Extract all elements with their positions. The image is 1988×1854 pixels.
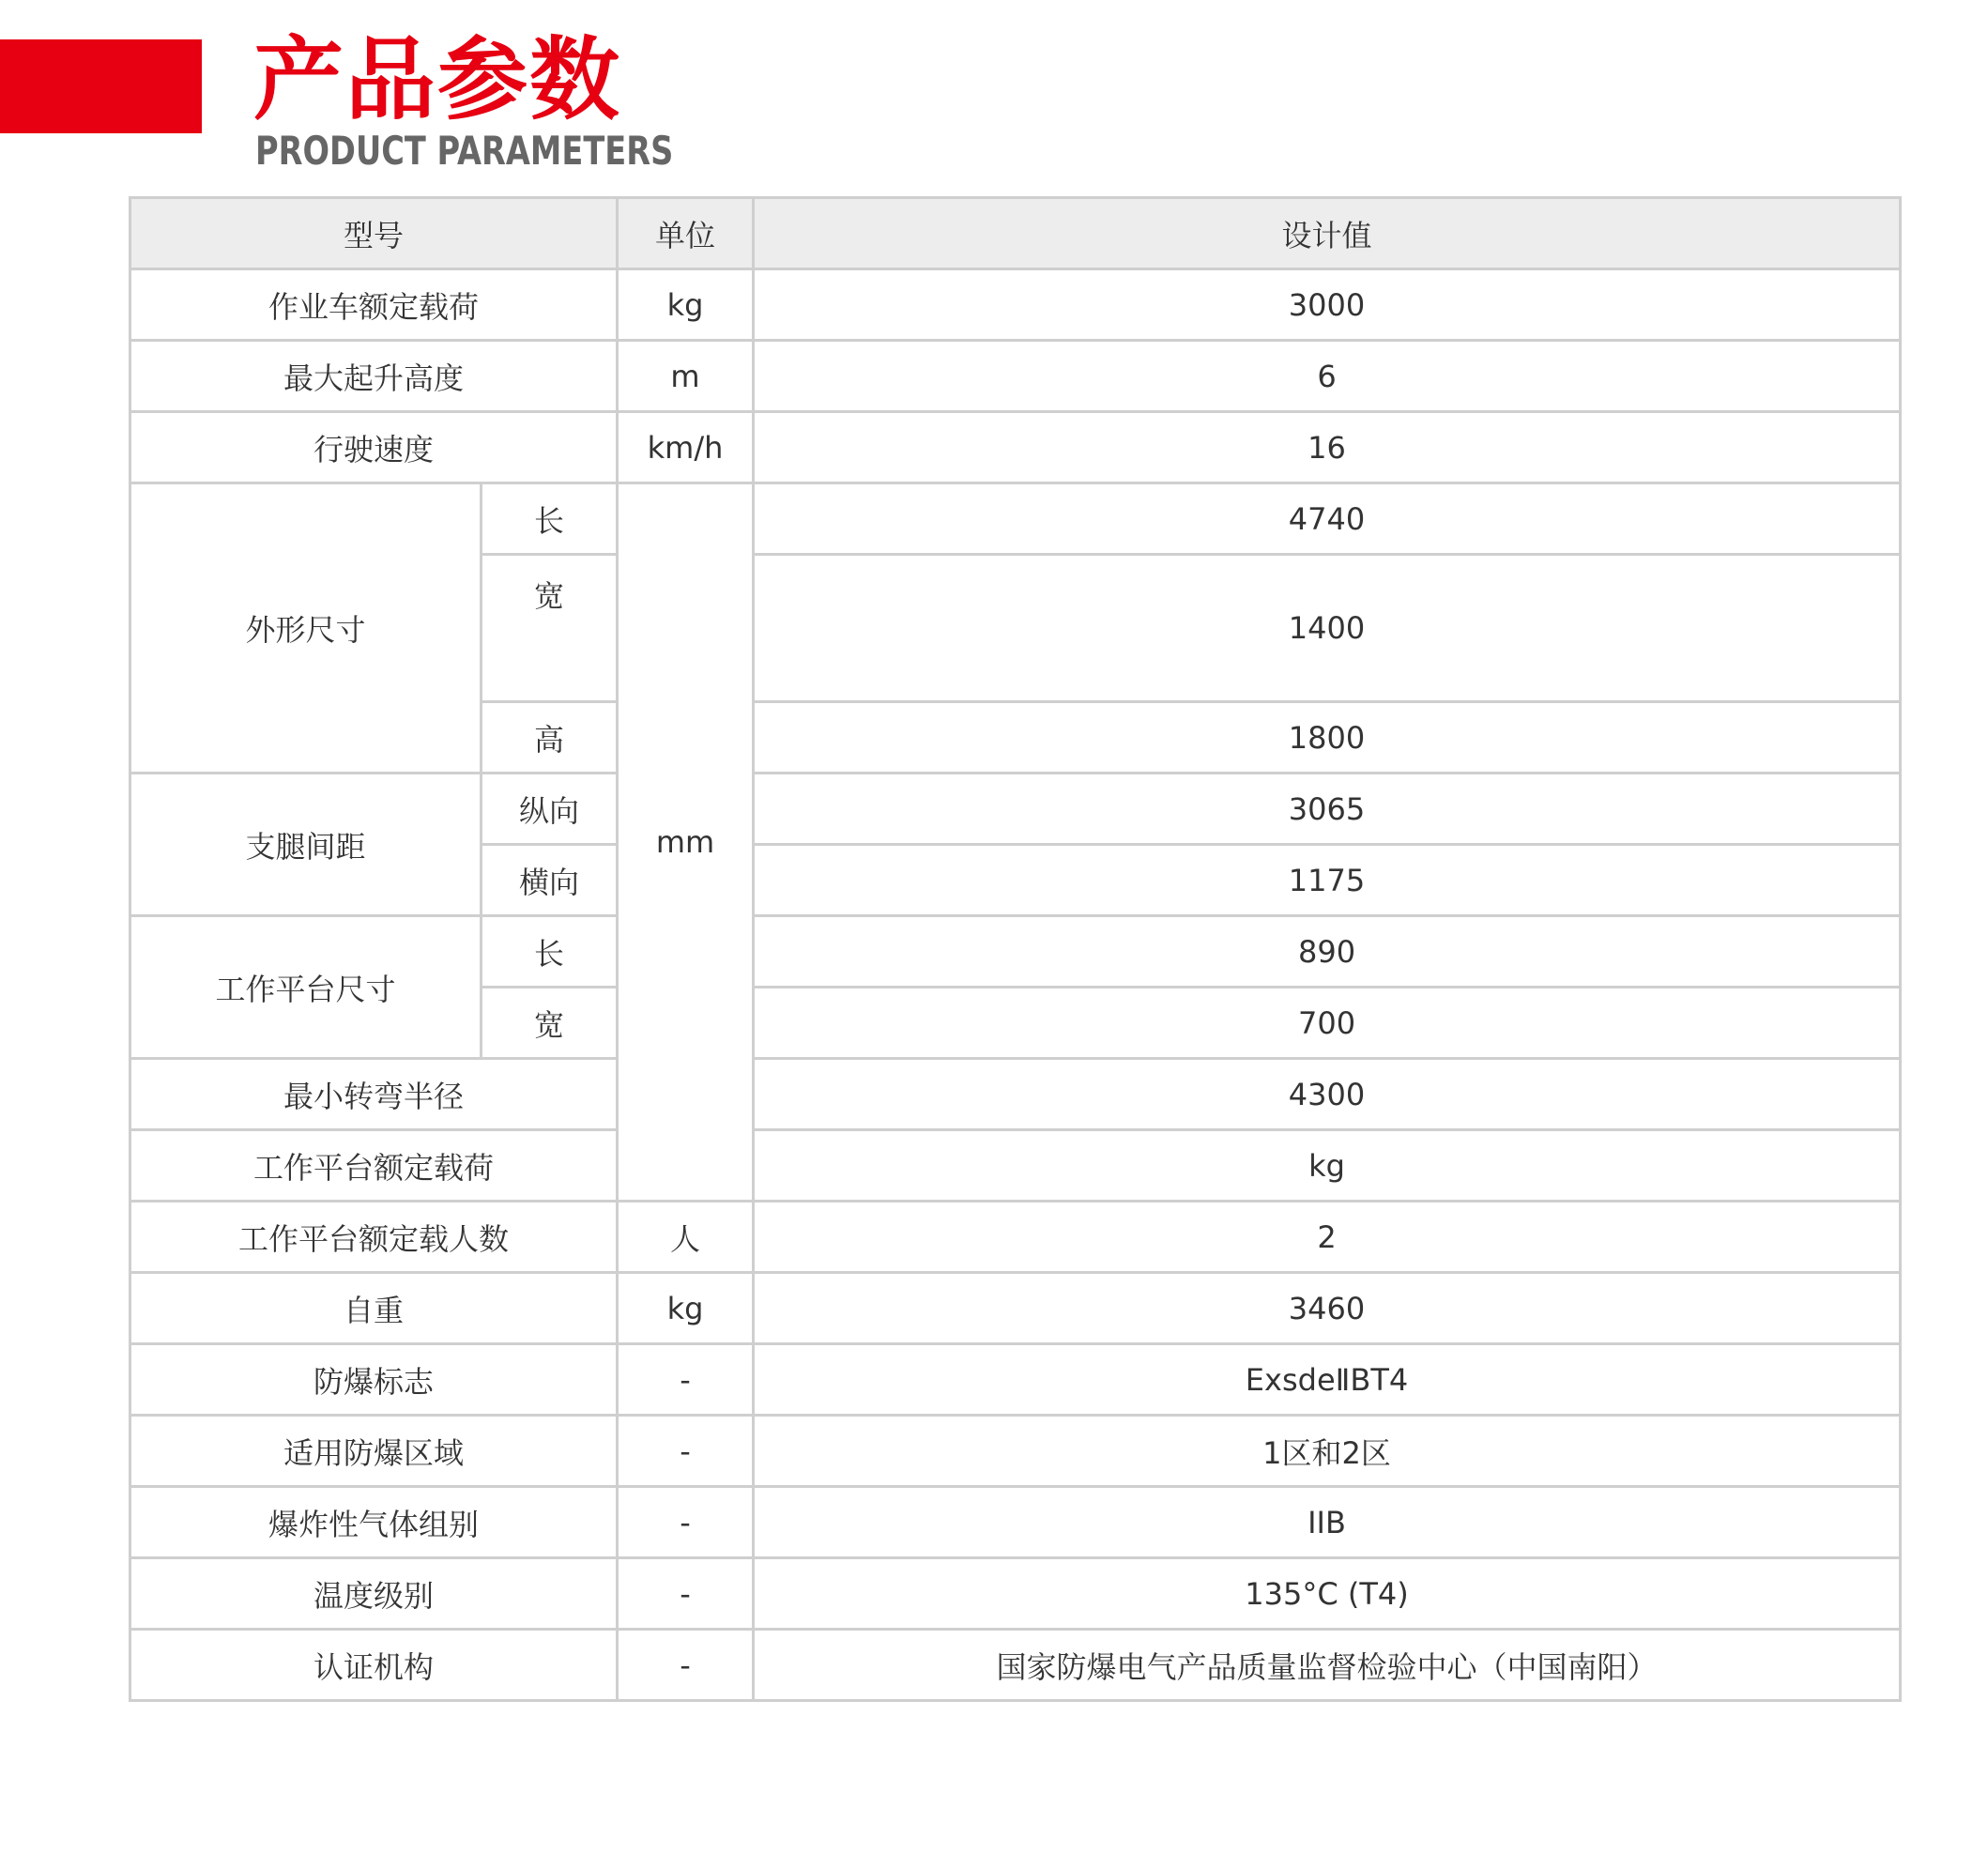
row-unit: km/h	[618, 412, 754, 483]
row-value: 135°C (T4)	[754, 1558, 1901, 1630]
sub-label: 长	[482, 483, 618, 555]
header-unit: 单位	[618, 198, 754, 269]
row-value: 3065	[754, 774, 1901, 845]
row-value: 1区和2区	[754, 1416, 1901, 1487]
row-value: ExsdeⅡBT4	[754, 1344, 1901, 1416]
row-unit: -	[618, 1558, 754, 1630]
table-row	[130, 483, 1901, 555]
table-row	[130, 774, 1901, 845]
row-value: IIB	[754, 1487, 1901, 1558]
row-label: 爆炸性气体组别	[130, 1487, 618, 1558]
row-value: 1175	[754, 845, 1901, 916]
row-label: 工作平台额定载荷	[130, 1130, 618, 1202]
row-unit: -	[618, 1487, 754, 1558]
sub-label: 长	[482, 916, 618, 988]
row-label: 温度级别	[130, 1558, 618, 1630]
row-value: 6	[754, 341, 1901, 412]
table-row	[130, 1059, 1901, 1130]
row-unit: kg	[618, 1273, 754, 1344]
table-row	[130, 1630, 1901, 1701]
sub-label: 纵向	[482, 774, 618, 845]
table-row	[130, 1273, 1901, 1344]
table-row	[130, 1130, 1901, 1202]
table-row	[130, 1487, 1901, 1558]
accent-red-block	[0, 39, 202, 133]
row-value: 3460	[754, 1273, 1901, 1344]
row-unit: kg	[754, 1130, 1901, 1202]
sub-label: 宽	[482, 555, 618, 702]
sub-label: 横向	[482, 845, 618, 916]
row-label: 适用防爆区域	[130, 1416, 618, 1487]
row-value: 700	[754, 988, 1901, 1059]
row-unit-mm: mm	[618, 483, 754, 1202]
table-row	[130, 1344, 1901, 1416]
row-unit: m	[618, 341, 754, 412]
row-unit: -	[618, 1630, 754, 1701]
page-title: 产品参数	[253, 27, 621, 132]
row-value: 2	[754, 1202, 1901, 1273]
row-label: 自重	[130, 1273, 618, 1344]
row-label: 防爆标志	[130, 1344, 618, 1416]
row-value: 3000	[754, 269, 1901, 341]
page-subtitle: PRODUCT PARAMETERS	[255, 128, 674, 174]
group-label-outrigger: 支腿间距	[130, 774, 482, 916]
row-value: 890	[754, 916, 1901, 988]
row-value: 4740	[754, 483, 1901, 555]
sub-label: 宽	[482, 988, 618, 1059]
row-label: 最小转弯半径	[130, 1059, 618, 1130]
table-row	[130, 1202, 1901, 1273]
table-row	[130, 269, 1901, 341]
table-row	[130, 1416, 1901, 1487]
row-value: 1800	[754, 702, 1901, 774]
row-unit: -	[618, 1344, 754, 1416]
table-row	[130, 341, 1901, 412]
group-label-platform-size: 工作平台尺寸	[130, 916, 482, 1059]
row-label: 作业车额定载荷	[130, 269, 618, 341]
header-value: 设计值	[754, 198, 1901, 269]
parameters-table	[129, 196, 1902, 1702]
row-unit: 人	[618, 1202, 754, 1273]
table-header-row	[130, 198, 1901, 269]
row-value: 16	[754, 412, 1901, 483]
table-row	[130, 916, 1901, 988]
table-row	[130, 1558, 1901, 1630]
sub-label: 高	[482, 702, 618, 774]
table-row	[130, 412, 1901, 483]
row-value: 1400	[754, 555, 1901, 702]
row-unit: -	[618, 1416, 754, 1487]
row-label: 工作平台额定载人数	[130, 1202, 618, 1273]
row-label: 行驶速度	[130, 412, 618, 483]
row-value: 4300	[754, 1059, 1901, 1130]
row-label: 认证机构	[130, 1630, 618, 1701]
row-unit: kg	[618, 269, 754, 341]
row-label: 最大起升高度	[130, 341, 618, 412]
header-model: 型号	[130, 198, 618, 269]
row-value: 国家防爆电气产品质量监督检验中心（中国南阳）	[754, 1630, 1901, 1701]
group-label-dimensions: 外形尺寸	[130, 483, 482, 774]
